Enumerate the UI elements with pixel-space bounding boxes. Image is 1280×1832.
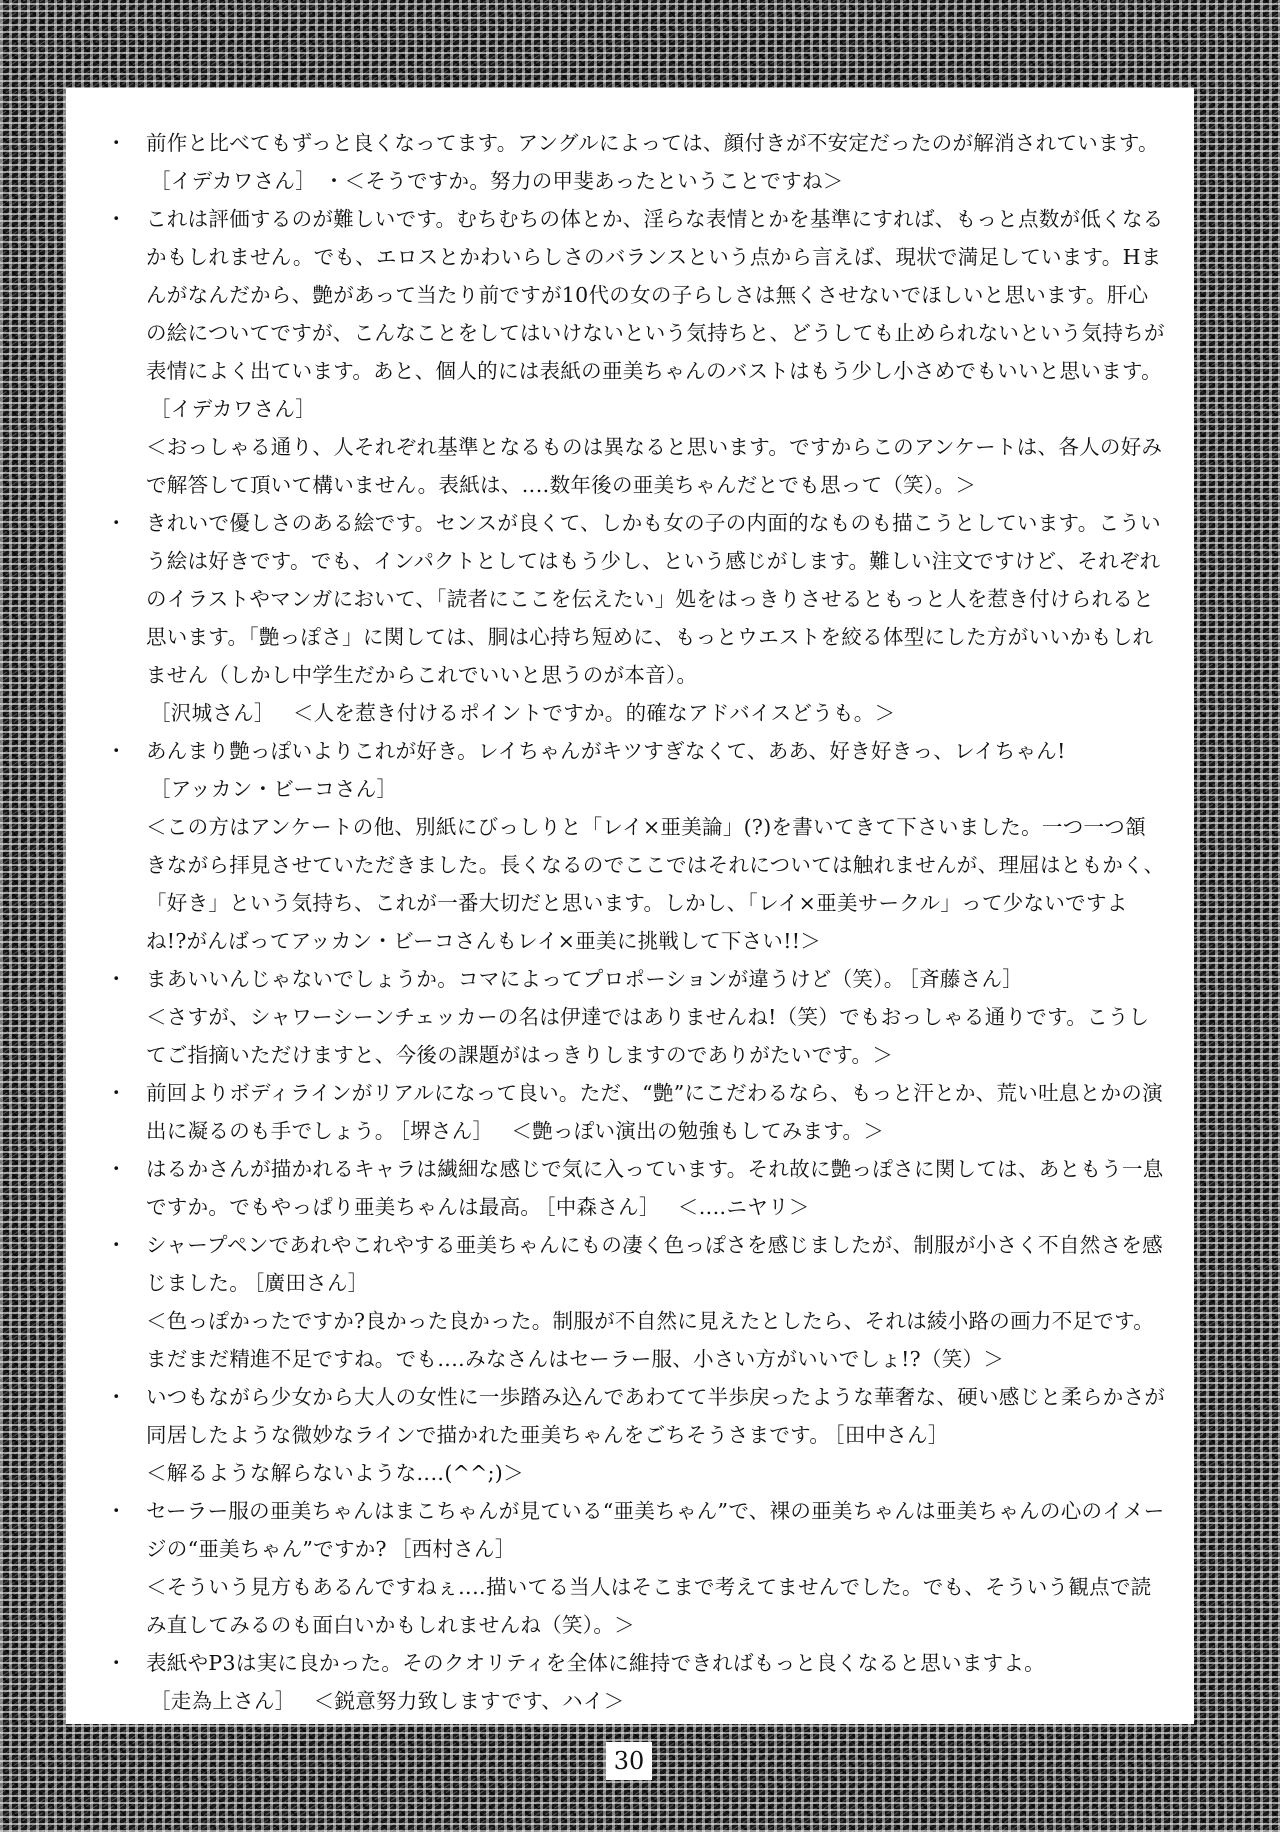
author-reply: ＜おっしゃる通り、人それぞれ基準となるものは異なると思います。ですからこのアンケートは、各人の好みで解答して頂いて構いません。表紙は、‥‥数年後の亜美ちゃんだとでも思って（笑）。＞	[146, 435, 1163, 497]
author-reply: ＜この方はアンケートの他、別紙にびっしりと「レイ×亜美論」(?)を書いてきて下さいました。一つ一つ頷きながら拝見させていただきました。長くなるのでここではそれについては触れませんが、理屈はともかく、「好き」という気持ち、これが一番大切だと思います。しかし、「レイ×亜美サークル」って少ないですよね!?がんばってアッカン・ビーコさんもレイ×亜美に挑戦して下さい!!＞	[146, 815, 1165, 953]
comment-entry: ・ きれいで優しさのある絵です。センスが良くて、しかも女の子の内面的なものも描こうとしています。こういう絵は好きです。でも、インパクトとしてはもう少し、という感じがします。難しい注文ですけど、それぞれのイラストやマンガにおいて、「読者にここを伝えたい」処をはっきりさせるともっと人を惹き付けられると思います。「艶っぽさ」に関しては、胴は心持ち短めに、もっとウエストを絞る体型にした方がいいかもしれません（しかし中学生だからこれでいいと思うのが本音）。 ［沢城さん］ ＜人を惹き付けるポイントですか。的確なアドバイスどうも。＞	[106, 511, 1161, 725]
comment-text: セーラー服の亜美ちゃんはまこちゃんが見ている“亜美ちゃん”で、裸の亜美ちゃんは亜美ちゃんの心のイメージの“亜美ちゃん”ですか?	[146, 1499, 1165, 1561]
comment-text: まあいいんじゃないでしょうか。コマによってプロポーションが違うけど（笑）。	[146, 967, 905, 991]
survey-comments	[106, 124, 1166, 1720]
reviewer-name: ［田中さん］	[834, 1423, 949, 1447]
comment-text: いつもながら少女から大人の女性に一歩踏み込んであわてて半歩戻ったような華奢な、硬い感じと柔らかさが同居したような微妙なラインで描かれた亜美ちゃんをごちそうさまです。	[146, 1385, 1166, 1447]
comment-text: シャープペンであれやこれやする亜美ちゃんにもの凄く色っぽさを感じましたが、制服が小さく不自然さを感じました。	[146, 1233, 1163, 1295]
reviewer-name: ［沢城さん］	[150, 701, 275, 725]
comment-text: これは評価するのが難しいです。むちむちの体とか、淫らな表情とかを基準にすれば、もっと点数が低くなるかもしれません。でも、エロスとかわいらしさのバランスという点から言えば、現状で満足しています。Hまんがなんだから、艶があって当たり前ですが10代の女の子らしさは無くさせないでほしいと思います。肝心の絵についてですが、こんなことをしてはいけないという気持ちと、どうしても止められないという気持ちが表情によく出ています。あと、個人的には表紙の亜美ちゃんのバストはもう少し小さめでもいいと思います。	[146, 207, 1165, 383]
reviewer-name: ［アッカン・ビーコさん］	[150, 777, 398, 801]
comment-entry: ・ あんまり艶っぽいよりこれが好き。レイちゃんがキツすぎなくて、ああ、好き好きっ、レイちゃん! ［アッカン・ビーコさん］ ＜この方はアンケートの他、別紙にびっしりと「レイ×亜美論」(?)を書いてきて下さいました。一つ一つ頷きながら拝見させていただきました。長くなるのでここではそれについては触れませんが、理屈はともかく、「好き」という気持ち、これが一番大切だと思います。しかし、「レイ×亜美サークル」って少ないですよね!?がんばってアッカン・ビーコさんもレイ×亜美に挑戦して下さい!!＞	[106, 739, 1165, 953]
comment-entry: ・ セーラー服の亜美ちゃんはまこちゃんが見ている“亜美ちゃん”で、裸の亜美ちゃんは亜美ちゃんの心のイメージの“亜美ちゃん”ですか? ［西村さん］ ＜そういう見方もあるんですねぇ‥‥描いてる当人はそこまで考えてませんでした。でも、そういう観点で読み直してみるのも面白いかもしれませんね（笑）。＞	[106, 1499, 1165, 1637]
comment-entry: ・ いつもながら少女から大人の女性に一歩踏み込んであわてて半歩戻ったような華奢な、硬い感じと柔らかさが同居したような微妙なラインで描かれた亜美ちゃんをごちそうさまです。 ［田中さん］ ＜解るような解らないような‥‥(^^;)＞	[106, 1385, 1166, 1485]
comment-entry: ・ 前回よりボディラインがリアルになって良い。ただ、“艶”にこだわるなら、もっと汗とか、荒い吐息とかの演出に凝るのも手でしょう。 ［堺さん］ ＜艶っぽい演出の勉強もしてみます。＞	[106, 1081, 1163, 1143]
comment-entry: ・ まあいいんじゃないでしょうか。コマによってプロポーションが違うけど（笑）。 ［斉藤さん］ ＜さすが、シャワーシーンチェッカーの名は伊達ではありませんね!（笑）でもおっしゃる通りです。こうしてご指摘いただけますと、今後の課題がはっきりしますのでありがたいです。＞	[106, 967, 1150, 1067]
comment-entry: ・ はるかさんが描かれるキャラは繊細な感じで気に入っています。それ故に艶っぽさに関しては、あともう一息ですか。でもやっぱり亜美ちゃんは最高。 ［中森さん］ ＜‥‥ニヤリ＞	[106, 1157, 1164, 1219]
comment-text: はるかさんが描かれるキャラは繊細な感じで気に入っています。それ故に艶っぽさに関しては、あともう一息ですか。でもやっぱり亜美ちゃんは最高。	[146, 1157, 1164, 1219]
reviewer-name: ［廣田さん］	[254, 1271, 369, 1295]
reviewer-name: ［イデカワさん］	[150, 397, 316, 421]
author-reply: ＜色っぽかったですか?良かった良かった。制服が不自然に見えたとしたら、それは綾小路の画力不足です。まだまだ精進不足ですね。でも‥‥みなさんはセーラー服、小さい方がいいでしょ!?（笑）＞	[146, 1309, 1155, 1371]
page-panel	[66, 88, 1194, 1724]
author-reply: ・＜そうですか。努力の甲斐あったということですね＞	[323, 169, 844, 193]
comment-entry: ・ シャープペンであれやこれやする亜美ちゃんにもの凄く色っぽさを感じましたが、制服が小さく不自然さを感じました。 ［廣田さん］ ＜色っぽかったですか?良かった良かった。制服が不自然に見えたとしたら、それは綾小路の画力不足です。まだまだ精進不足ですね。でも‥‥みなさんはセーラー服、小さい方がいいでしょ!?（笑）＞	[106, 1233, 1163, 1371]
author-reply: ＜解るような解らないような‥‥(^^;)＞	[146, 1461, 524, 1485]
reviewer-name: ［中森さん］	[545, 1195, 660, 1219]
author-reply: ＜人を惹き付けるポイントですか。的確なアドバイスどうも。＞	[292, 701, 896, 725]
reviewer-name: ［イデカワさん］	[150, 169, 306, 193]
author-reply: ＜‥‥ニヤリ＞	[677, 1195, 810, 1219]
comment-text: 前作と比べてもずっと良くなってます。アングルによっては、顔付きが不安定だったのが解消されています。	[146, 131, 1159, 155]
author-reply: ＜艶っぽい演出の勉強もしてみます。＞	[511, 1119, 885, 1143]
page-number: 30	[606, 1742, 652, 1780]
reviewer-name: ［斉藤さん］	[908, 967, 1024, 991]
reviewer-name: ［走為上さん］	[150, 1689, 296, 1713]
comment-text: あんまり艶っぽいよりこれが好き。レイちゃんがキツすぎなくて、ああ、好き好きっ、レイちゃん!	[146, 739, 1066, 763]
reviewer-name: ［堺さん］	[399, 1119, 494, 1143]
comment-text: 前回よりボディラインがリアルになって良い。ただ、“艶”にこだわるなら、もっと汗とか、荒い吐息とかの演出に凝るのも手でしょう。	[146, 1081, 1163, 1143]
comment-text: きれいで優しさのある絵です。センスが良くて、しかも女の子の内面的なものも描こうとしています。こういう絵は好きです。でも、インパクトとしてはもう少し、という感じがします。難しい注文ですけど、それぞれのイラストやマンガにおいて、「読者にここを伝えたい」処をはっきりさせるともっと人を惹き付けられると思います。「艶っぽさ」に関しては、胴は心持ち短めに、もっとウエストを絞る体型にした方がいいかもしれません（しかし中学生だからこれでいいと思うのが本音）。	[146, 511, 1161, 687]
author-reply: ＜そういう見方もあるんですねぇ‥‥描いてる当人はそこまで考えてませんでした。でも、そういう観点で読み直してみるのも面白いかもしれませんね（笑）。＞	[146, 1575, 1152, 1637]
comment-text: 表紙やP3は実に良かった。そのクオリティを全体に維持できればもっと良くなると思いますよ。	[146, 1651, 1045, 1675]
comment-entry: ・ 表紙やP3は実に良かった。そのクオリティを全体に維持できればもっと良くなると思いますよ。 ［走為上さん］ ＜鋭意努力致しますです、ハイ＞	[106, 1651, 1045, 1713]
comment-entry: ・ 前作と比べてもずっと良くなってます。アングルによっては、顔付きが不安定だったのが解消されています。［イデカワさん］ ・＜そうですか。努力の甲斐あったということですね＞	[106, 131, 1159, 193]
comment-entry: ・ これは評価するのが難しいです。むちむちの体とか、淫らな表情とかを基準にすれば、もっと点数が低くなるかもしれません。でも、エロスとかわいらしさのバランスという点から言えば、現状で満足しています。Hまんがなんだから、艶があって当たり前ですが10代の女の子らしさは無くさせないでほしいと思います。肝心の絵についてですが、こんなことをしてはいけないという気持ちと、どうしても止められないという気持ちが表情によく出ています。あと、個人的には表紙の亜美ちゃんのバストはもう少し小さめでもいいと思います。［イデカワさん］ ＜おっしゃる通り、人それぞれ基準となるものは異なると思います。ですからこのアンケートは、各人の好みで解答して頂いて構いません。表紙は、‥‥数年後の亜美ちゃんだとでも思って（笑）。＞	[106, 207, 1165, 497]
author-reply: ＜さすが、シャワーシーンチェッカーの名は伊達ではありませんね!（笑）でもおっしゃる通りです。こうしてご指摘いただけますと、今後の課題がはっきりしますのでありがたいです。＞	[146, 1005, 1150, 1067]
reviewer-name: ［西村さん］	[390, 1537, 516, 1561]
author-reply: ＜鋭意努力致しますです、ハイ＞	[313, 1689, 625, 1713]
